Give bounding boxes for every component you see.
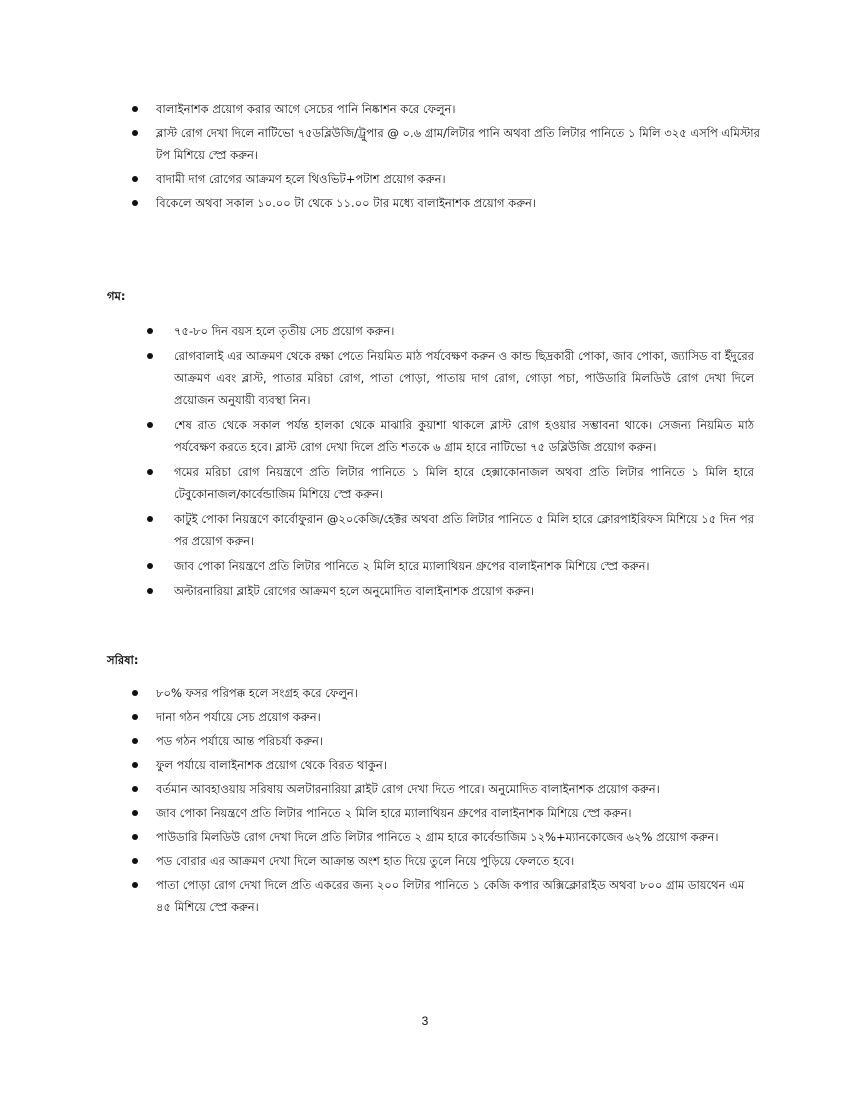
bullet-icon — [132, 786, 138, 792]
list-item-text: বিকেলে অথবা সকাল ১০.০০ টা থেকে ১১.০০ টার মধ্যে বালাইনাশক প্রয়োগ করুন। — [156, 196, 536, 210]
list-item — [156, 730, 754, 752]
bullet-icon — [147, 353, 153, 359]
bullet-icon — [132, 858, 138, 864]
list-item — [174, 414, 754, 458]
list-item-text: পাউডারি মিলডিউ রোগ দেখা দিলে প্রতি লিটার পানিতে ২ গ্রাম হারে কার্বেন্ডাজিম ১২%+ম্যানকোজেব ৬২% প্রয়োগ করুন। — [156, 830, 719, 844]
list-item — [174, 508, 754, 552]
list-item — [156, 98, 776, 120]
list-item — [156, 192, 776, 214]
mustard-section-heading: সরিষা: — [107, 653, 139, 667]
list-item — [174, 320, 754, 342]
bullet-icon — [132, 738, 138, 744]
list-item — [156, 802, 754, 824]
list-item-text: পড বোরার এর আক্রমণ দেখা দিলে আক্রান্ত অংশ হাত দিয়ে তুলে নিয়ে পুড়িয়ে ফেলতে হবে। — [156, 854, 575, 868]
wheat-bullet-list — [174, 320, 754, 605]
list-item-text: দানা গঠন পর্যায়ে সেচ প্রয়োগ করুন। — [156, 710, 321, 724]
list-item-text: অল্টারনারিয়া ব্লাইট রোগের আক্রমণ হলে অনুমোদিত বালাইনাশক প্রয়োগ করুন। — [174, 584, 535, 598]
bullet-icon — [132, 714, 138, 720]
list-item-text: ফুল পর্যায়ে বালাইনাশক প্রয়োগ থেকে বিরত থাকুন। — [156, 758, 387, 772]
list-item — [156, 778, 754, 800]
list-item — [174, 580, 754, 602]
list-item-text: জাব পোকা নিয়ন্ত্রণে প্রতি লিটার পানিতে ২ মিলি হারে ম্যালাথিয়ন গ্রুপের বালাইনাশক মিশিয়ে স্প্রে করুন। — [174, 559, 650, 573]
list-item-text: বর্তমান আবহাওয়ায় সরিষায় অলটারনারিয়া ব্লাইট রোগ দেখা দিতে পারে। অনুমোদিত বালাইনাশক প্রয়োগ করুন। — [156, 782, 660, 796]
list-item — [156, 874, 754, 918]
list-item-text: কাটুই পোকা নিয়ন্ত্রণে কার্বোফুরান @২০কেজি/হেক্টর অথবা প্রতি লিটার পানিতে ৫ মিলি হারে ক্লোরপাইরিফস মিশিয়ে ১৫ দিন পর পর প্রয়োগ করুন। — [174, 512, 754, 548]
list-item — [156, 826, 754, 848]
wheat-section-heading: গম: — [107, 289, 126, 303]
bullet-icon — [132, 200, 138, 206]
list-item — [156, 850, 754, 872]
list-item-text: ৭৫-৮০ দিন বয়স হলে তৃতীয় সেচ প্রয়োগ করুন। — [174, 324, 395, 338]
bullet-icon — [147, 328, 153, 334]
bullet-icon — [147, 422, 153, 428]
list-item-text: রোগবালাই এর আক্রমণ থেকে রক্ষা পেতে নিয়মিত মাঠ পর্যবেক্ষণ করুন ও কান্ড ছিদ্রকারী পোকা, জাব পোকা, জ্যাসিড বা ইঁদুরের আক্রমণ এবং ব্লাস্ট, পাতার মরিচা রোগ, পাতা পোড়া, পাতায় দাগ রোগ, গোড়া পচা, পাউডারি মিলডিউ রোগ দেখা দিলে প্রয়োজন অনুযায়ী ব্যবস্থা নিন। — [174, 349, 754, 407]
bullet-icon — [147, 516, 153, 522]
bullet-icon — [132, 130, 138, 136]
list-item — [156, 706, 754, 728]
bullet-icon — [147, 469, 153, 475]
list-item-text: বালাইনাশক প্রয়োগ করার আগে সেচের পানি নিষ্কাশন করে ফেলুন। — [156, 102, 456, 116]
list-item — [156, 754, 754, 776]
bullet-icon — [132, 176, 138, 182]
list-item-text: বাদামী দাগ রোগের আক্রমণ হলে থিওভিট+পটাশ প্রয়োগ করুন। — [156, 172, 446, 186]
bullet-icon — [132, 882, 138, 888]
list-item-text: পড গঠন পর্যায়ে আন্ত পরিচর্যা করুন। — [156, 734, 324, 748]
list-item-text: জাব পোকা নিয়ন্ত্রণে প্রতি লিটার পানিতে ২ মিলি হারে ম্যালাথিয়ন গ্রুপের বালাইনাশক মিশিয়ে স্প্রে করুন। — [156, 806, 632, 820]
list-item — [156, 682, 754, 704]
list-item-text: ৮০% ফসর পরিপক্ক হলে সংগ্রহ করে ফেলুন। — [156, 686, 358, 700]
bullet-icon — [132, 810, 138, 816]
bullet-icon — [132, 762, 138, 768]
list-item-text: শেষ রাত থেকে সকাল পর্যন্ত হালকা থেকে মাঝারি কুয়াশা থাকলে ব্লাস্ট রোগ হওয়ার সম্ভাবনা থাকে। সেজন্য নিয়মিত মাঠ পর্যবেক্ষণ করতে হবে। ব্লাস্ট রোগ দেখা দিলে প্রতি শতকে ৬ গ্রাম হারে নাটিভো ৭৫ ডব্লিউজি প্রয়োগ করুন। — [174, 418, 754, 454]
intro-bullet-list — [156, 98, 776, 216]
bullet-icon — [147, 588, 153, 594]
bullet-icon — [132, 690, 138, 696]
list-item-text: ব্লাস্ট রোগ দেখা দিলে নাটিভো ৭৫ডব্লিউজি/ট্রুপার @ ০.৬ গ্রাম/লিটার পানি অথবা প্রতি লিটার পানিতে ১ মিলি ৩২৫ এসপি এমিস্টার টপ মিশিয়ে স্প্রে করুন। — [156, 126, 760, 162]
list-item — [174, 555, 754, 577]
list-item — [156, 168, 776, 190]
bullet-icon — [132, 106, 138, 112]
list-item-text: গমের মরিচা রোগ নিয়ন্ত্রণে প্রতি লিটার পানিতে ১ মিলি হারে হেক্সাকোনাজল অথবা প্রতি লিটার পানিতে ১ মিলি হারে টেবুকোনাজল/কার্বেন্ডাজিম মিশিয়ে স্প্রে করুন। — [174, 465, 754, 501]
list-item-text: পাতা পোড়া রোগ দেখা দিলে প্রতি একরের জন্য ২০০ লিটার পানিতে ১ কেজি কপার অক্সিক্লোরাইড অথবা ৮০০ গ্রাম ডায়থেন এম ৪৫ মিশিয়ে স্প্রে করুন। — [156, 878, 745, 914]
bullet-icon — [147, 563, 153, 569]
list-item — [174, 461, 754, 505]
page-number: 3 — [421, 1014, 429, 1028]
mustard-bullet-list — [156, 682, 754, 920]
bullet-icon — [132, 834, 138, 840]
list-item — [156, 122, 776, 166]
list-item — [174, 345, 754, 411]
